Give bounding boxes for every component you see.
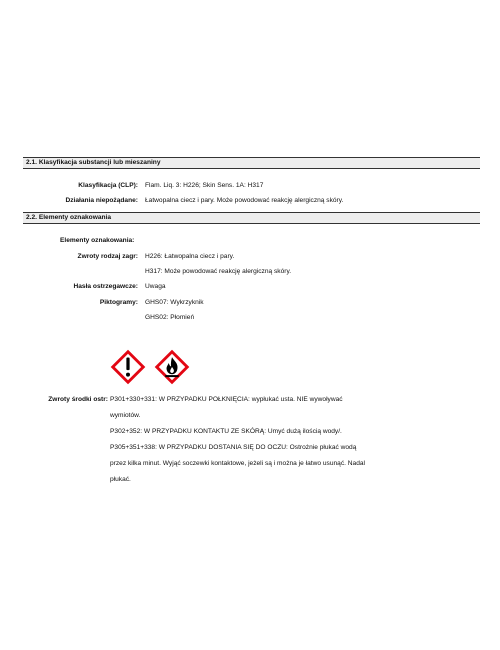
signal-word-label: Hasła ostrzegawcze: (73, 283, 138, 290)
exclamation-mark-icon (110, 349, 146, 385)
adverse-effects-value: Łatwopalna ciecz i pary. Może powodować reakcję alergiczną skóry. (145, 197, 344, 204)
classification-value: Flam. Liq. 3: H226; Skin Sens. 1A: H317 (145, 182, 264, 189)
hazard-statement-h226: H226: Łatwopalna ciecz i pary. (145, 253, 235, 260)
precaution-line-3: P302+352: W PRZYPADKU KONTAKTU ZE SKÓRĄ: Umyć dużą ilością wody/. (110, 428, 342, 435)
section-header-2-2: 2.2. Elementy oznakowania (23, 212, 480, 224)
precaution-line-6: płukać. (110, 476, 131, 483)
hazard-statement-h317: H317: Może powodować reakcję alergiczną skóry. (145, 268, 292, 275)
hazard-statements-label: Zwroty rodzaj zagr: (77, 253, 138, 260)
flame-icon (154, 349, 190, 385)
adverse-effects-label: Działania niepożądane: (65, 197, 138, 204)
classification-label: Klasyfikacja (CLP): (78, 182, 138, 189)
precaution-line-1: P301+330+331: W PRZYPADKU POŁKNIĘCIA: wypłukać usta. NIE wywoływać (110, 396, 343, 403)
precaution-line-2: wymiotów. (110, 412, 141, 419)
precautionary-statements-label: Zwroty środki ostr: (48, 396, 108, 403)
pictogram-ghs02-text: GHS02: Płomień (145, 314, 195, 321)
precaution-line-4: P305+351+338: W PRZYPADKU DOSTANIA SIĘ DO OCZU: Ostrożnie płukać wodą (110, 444, 357, 451)
label-elements-label: Elementy oznakowania: (60, 237, 135, 244)
pictogram-ghs07-text: GHS07: Wykrzyknik (145, 299, 204, 306)
pictogram-row (110, 349, 190, 389)
signal-word-value: Uwaga (145, 283, 166, 290)
section-header-2-1: 2.1. Klasyfikacja substancji lub mieszaniny (23, 157, 480, 169)
pictograms-label: Piktogramy: (99, 299, 138, 306)
precautionary-statements (110, 392, 440, 488)
precaution-line-5: przez kilka minut. Wyjąć soczewki kontaktowe, jeżeli są i można je łatwo usunąć. Nadal (110, 460, 366, 467)
